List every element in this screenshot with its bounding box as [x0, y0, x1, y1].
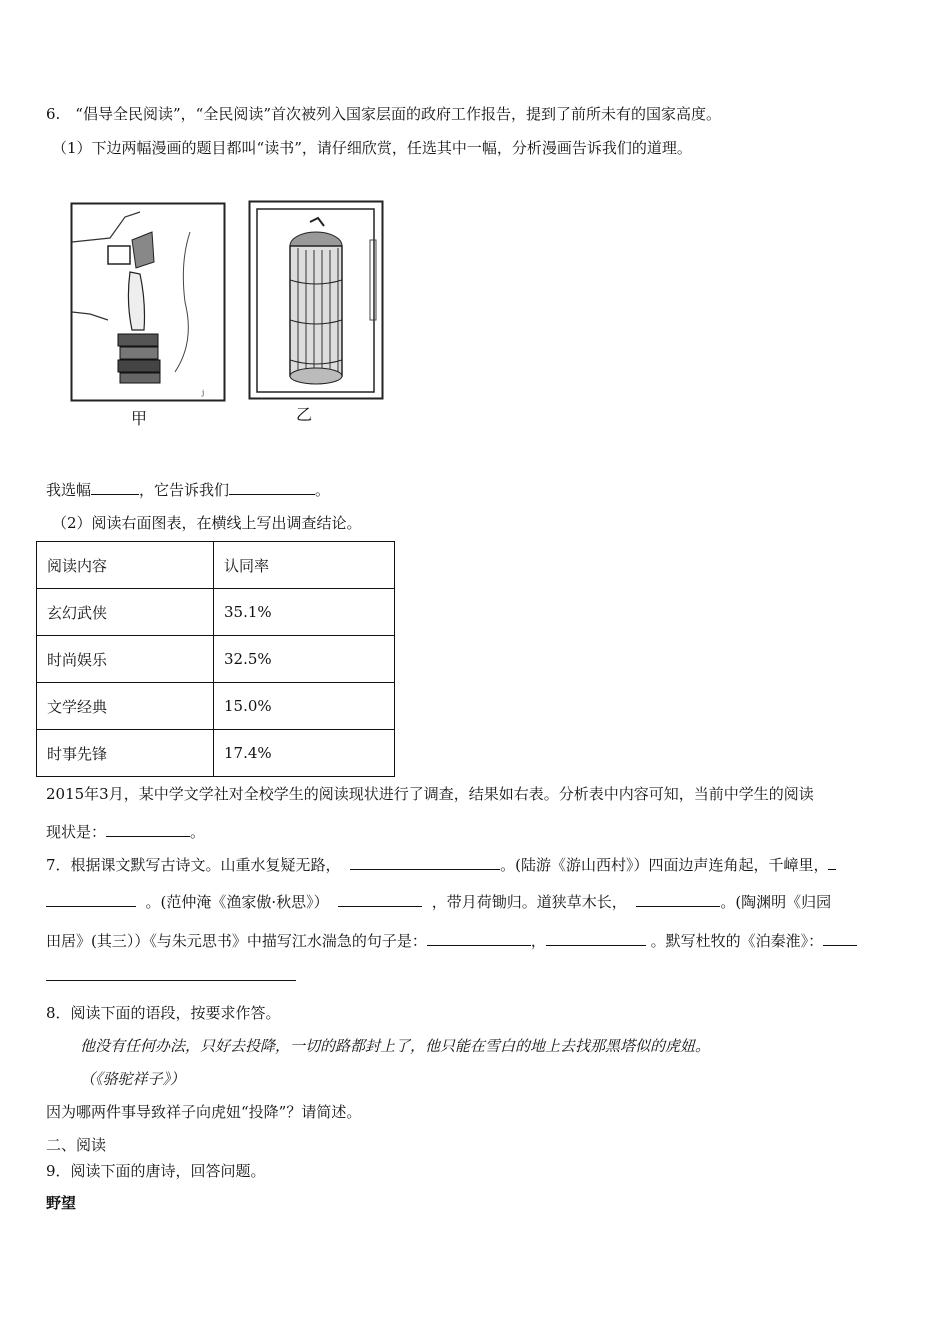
q8-stem: 8．阅读下面的语段，按要求作答。: [46, 1004, 281, 1022]
q6-part2: （2）阅读右面图表，在横线上写出调查结论。: [52, 514, 362, 532]
q7-blank-5[interactable]: [636, 892, 720, 907]
q7-blank-2[interactable]: [828, 855, 836, 870]
comic-yi-label: 乙: [296, 405, 313, 424]
q7-line3: 田居》(其三））《与朱元思书》中描写江水湍急的句子是： ， 。默写杜牧的《泊秦淮》：: [46, 930, 857, 951]
survey-text: 2015年3月，某中学文学社对全校学生的阅读现状进行了调查，结果如右表。分析表中内容可知，当前中学生的阅读: [46, 785, 814, 803]
cell-content: 文学经典: [37, 683, 214, 730]
q7-line1: 7．根据课文默写古诗文。山重水复疑无路， 。(陆游《游山西村》）四面边声连角起，千嶂里，: [46, 854, 836, 875]
cell-rate: 17.4%: [214, 730, 395, 777]
q7-blank-7[interactable]: [546, 931, 646, 946]
q7-blank-9[interactable]: [46, 966, 296, 981]
cell-rate: 35.1%: [214, 589, 395, 636]
q8-question: 因为哪两件事导致祥子向虎妞“投降”？请简述。: [46, 1103, 362, 1121]
cell-content: 时尚娱乐: [37, 636, 214, 683]
comic-jia-label: 甲: [131, 409, 148, 428]
reason-blank[interactable]: [229, 480, 315, 495]
q7-blank-4[interactable]: [338, 892, 422, 907]
section-heading: 二、阅读: [46, 1136, 107, 1154]
table-row: [37, 730, 395, 777]
poem-title: 野望: [46, 1194, 77, 1212]
comic-jia: [70, 202, 226, 402]
conclusion-blank[interactable]: [106, 822, 190, 837]
header-cell: 阅读内容: [37, 542, 214, 589]
q9-stem: 9．阅读下面的唐诗，回答问题。: [46, 1162, 266, 1180]
survey-conclusion-line: 现状是： 。: [46, 823, 206, 841]
q7-line2: 。(范仲淹《渔家傲·秋思》） ，带月荷锄归。道狭草木长， 。(陶渊明《归园: [46, 891, 831, 912]
q7-line4: [46, 966, 296, 985]
q7-blank-6[interactable]: [427, 931, 531, 946]
q7-blank-1[interactable]: [350, 855, 500, 870]
table-row: [37, 683, 395, 730]
survey-table: [36, 541, 395, 777]
cell-content: 玄幻武侠: [37, 589, 214, 636]
cell-content: 时事先锋: [37, 730, 214, 777]
header-cell: 认同率: [214, 542, 395, 589]
table-row: [37, 636, 395, 683]
cell-rate: 32.5%: [214, 636, 395, 683]
table-header-row: [37, 542, 395, 589]
comic-yi: [248, 200, 384, 400]
answer-reason-label: ，它告诉我们: [139, 481, 230, 499]
table-row: [37, 589, 395, 636]
q6-stem: 6. “倡导全民阅读”，“全民阅读”首次被列入国家层面的政府工作报告，提到了前所未有的国家高度。: [46, 105, 721, 123]
cell-rate: 15.0%: [214, 683, 395, 730]
q8-source: （《骆驼祥子》）: [80, 1070, 186, 1088]
choice-blank[interactable]: [91, 480, 139, 495]
q7-blank-3[interactable]: [46, 892, 136, 907]
q8-quote: 他没有任何办法，只好去投降，一切的路都封上了，他只能在雪白的地上去找那黑塔似的虎妞。: [80, 1037, 711, 1055]
q6-answer-line: 我选幅 ，它告诉我们 。: [46, 481, 331, 499]
q6-part1: （1）下边两幅漫画的题目都叫“读书”，请仔细欣赏，任选其中一幅，分析漫画告诉我们的道理。: [52, 139, 692, 157]
answer-choice-label: 我选幅: [46, 481, 92, 499]
svg-text:j: j: [202, 389, 205, 397]
q7-blank-8[interactable]: [823, 931, 857, 946]
